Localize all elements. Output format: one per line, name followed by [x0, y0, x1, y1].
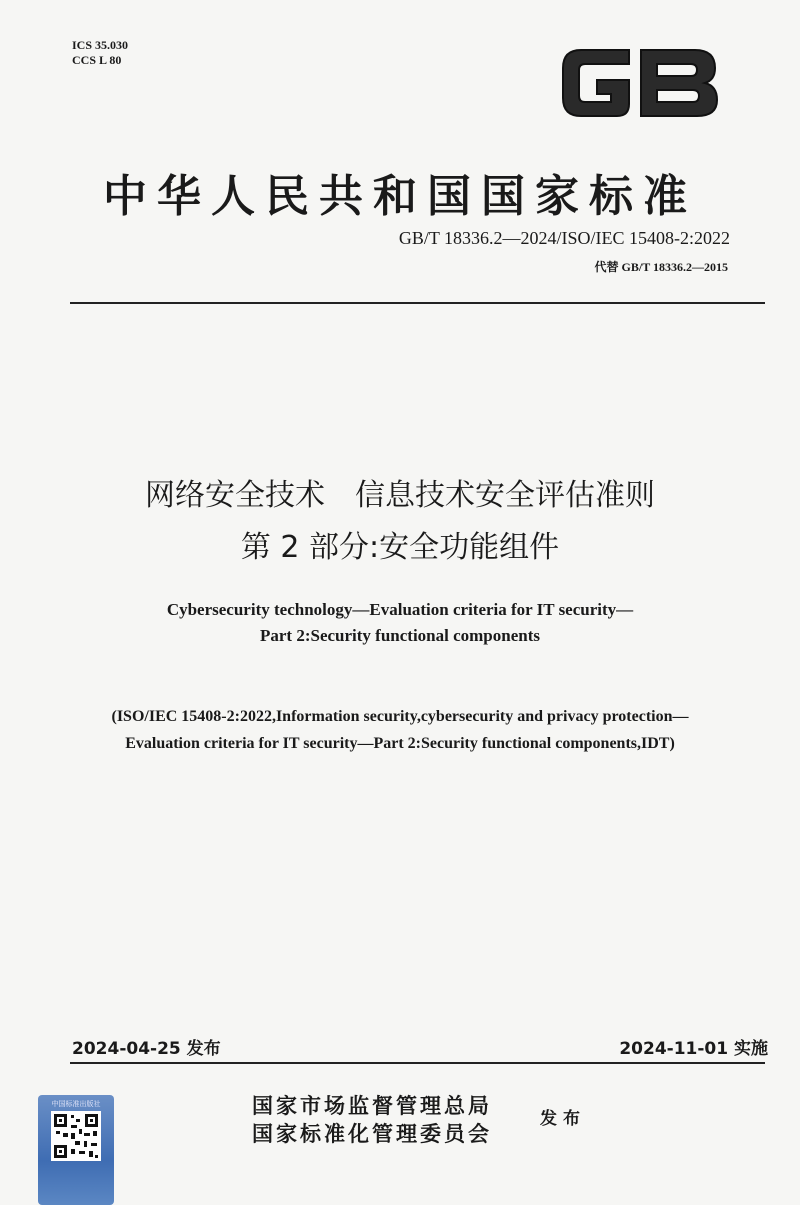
english-title-line-1: Cybersecurity technology—Evaluation criteria for IT security— [166, 600, 634, 619]
gb-logo [555, 36, 725, 128]
qr-caption: 中国标准出版社 [51, 1100, 101, 1108]
national-standard-title: 中华人民共和国国家标准 [103, 171, 697, 222]
standard-number: GB/T 18336.2—2024/ISO/IEC 15408-2:2022 [398, 228, 730, 248]
qr-code-icon[interactable] [51, 1111, 101, 1161]
footer-divider [70, 1062, 765, 1064]
classification-codes [72, 38, 128, 68]
implement-date: 2024-11-01 实施 [619, 1039, 768, 1059]
anti-counterfeit-label [38, 1095, 114, 1205]
chinese-title-line-1: 网络安全技术 信息技术安全评估准则 [145, 478, 655, 513]
iso-reference-line-2: Evaluation criteria for IT security—Part 2:Security functional components,IDT) [125, 735, 675, 752]
chinese-title-line-2: 第 2 部分:安全功能组件 [240, 530, 560, 565]
publish-date: 2024-04-25 发布 [72, 1039, 221, 1059]
ccs-code: CCS L 80 [72, 53, 122, 67]
english-title-line-2: Part 2:Security functional components [259, 626, 540, 645]
issuer-line-1: 国家市场监督管理总局 [252, 1094, 492, 1118]
replaces-note: 代替 GB/T 18336.2—2015 [594, 260, 728, 274]
header-divider [70, 302, 765, 304]
iso-reference-line-1: (ISO/IEC 15408-2:2022,Information security,cybersecurity and privacy protection— [111, 708, 689, 725]
issuer-line-2: 国家标准化管理委员会 [252, 1122, 492, 1146]
release-label: 发布 [540, 1109, 586, 1129]
ics-code: ICS 35.030 [72, 38, 129, 52]
